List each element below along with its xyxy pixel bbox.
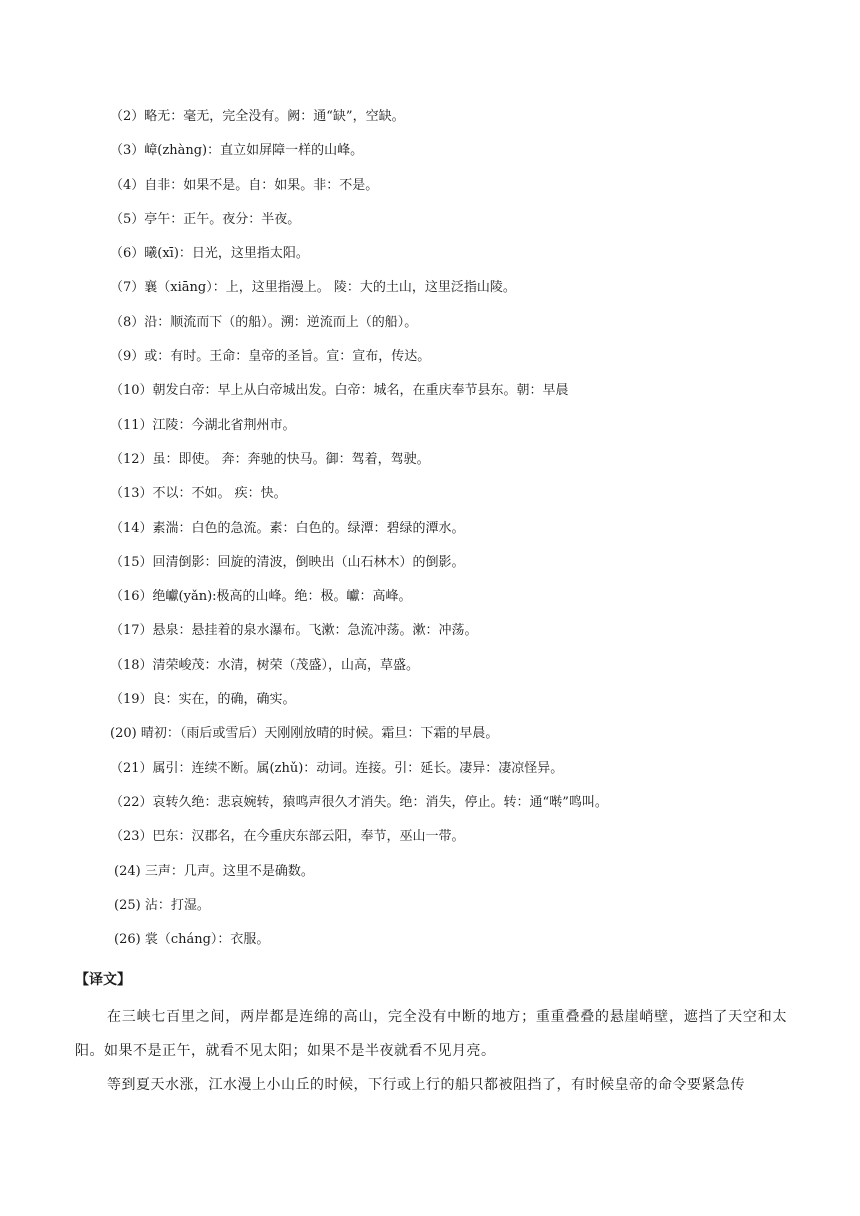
annotation-item: （17）悬泉：悬挂着的泉水瀑布。飞漱：急流冲荡。漱：冲荡。 [110,623,478,639]
annotation-item: (26) 裳（cháng）：衣服。 [114,932,270,948]
annotation-item: （3）嶂(zhàng)：直立如屏障一样的山峰。 [110,143,364,159]
annotation-item: （16）绝巘(yǎn):极高的山峰。绝：极。巘：高峰。 [110,589,412,605]
annotation-item: （22）哀转久绝：悲哀婉转，猿鸣声很久才消失。绝：消失，停止。转：通“啭”鸣叫。 [110,794,608,810]
section-heading: 【译文】 [75,972,131,988]
annotation-item: （23）巴东：汉郡名，在今重庆东部云阳，奉节，巫山一带。 [110,829,465,845]
annotation-item: （14）素湍：白色的急流。素：白色的。绿潭：碧绿的潭水。 [110,520,465,536]
annotation-item: （18）清荣峻茂：水清，树荣（茂盛），山高，草盛。 [110,657,420,673]
paragraph: 在三峡七百里之间，两岸都是连绵的高山，完全没有中断的地方；重重叠叠的悬崖峭壁，遮挡了天空和太阳。如果不是正午，就看不见太阳；如果不是半夜就看不见月亮。 [75,1009,787,1059]
annotation-item: (24) 三声：几声。这里不是确数。 [114,863,314,879]
annotation-item: （15）回清倒影：回旋的清波，倒映出（山石林木）的倒影。 [110,554,465,570]
annotation-item: （11）江陵：今湖北省荆州市。 [110,417,296,433]
annotation-item: （19）良：实在，的确，确实。 [110,692,296,708]
annotation-item: （12）虽：即使。 奔：奔驰的快马。御：驾着，驾驶。 [110,451,430,467]
annotation-list [110,108,810,965]
annotation-item: (20) 晴初：（雨后或雪后）天刚刚放晴的时候。霜旦：下霜的早晨。 [110,726,499,742]
annotation-item: （21）属引：连续不断。属(zhǔ)：动词。连接。引：延长。凄异：凄凉怪异。 [110,760,564,776]
paragraph: 等到夏天水涨，江水漫上小山丘的时候，下行或上行的船只都被阻挡了，有时候皇帝的命令要紧急传 [107,1077,745,1093]
annotation-item: （9）或：有时。王命：皇帝的圣旨。宣：宣布，传达。 [110,349,431,365]
annotation-item: （5）亭午：正午。夜分：半夜。 [110,211,301,227]
annotation-item: （7）襄（xiāng）：上，这里指漫上。 陵：大的土山，这里泛指山陵。 [110,280,516,296]
annotation-item: （8）沿：顺流而下（的船）。溯：逆流而上（的船）。 [110,314,418,330]
annotation-item: (25) 沾：打湿。 [114,897,210,913]
translation-body [75,1000,787,1102]
annotation-item: （4）自非：如果不是。自：如果。非：不是。 [110,177,379,193]
annotation-item: （2）略无：毫无，完全没有。阙：通“缺”，空缺。 [110,109,405,124]
annotation-item: （10）朝发白帝：早上从白帝城出发。白帝：城名，在重庆奉节县东。朝：早晨 [110,383,569,399]
annotation-item: （13）不以：不如。 疾：快。 [110,486,287,502]
annotation-item: （6）曦(xī)：日光，这里指太阳。 [110,246,309,262]
